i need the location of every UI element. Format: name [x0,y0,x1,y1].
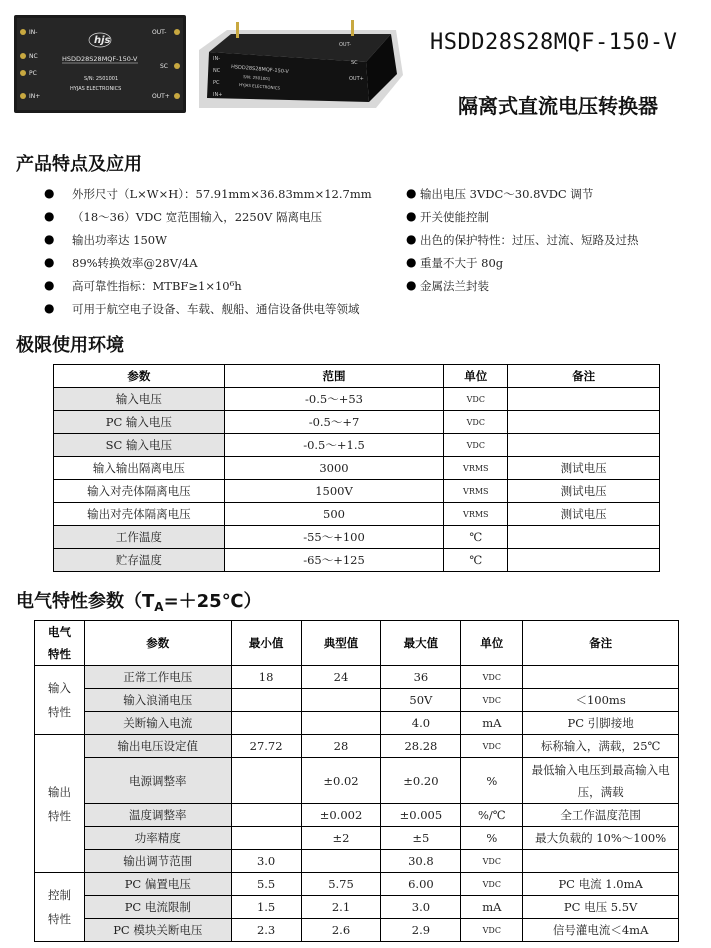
table-cell: VDC [461,735,523,758]
col-header: 单位 [461,621,523,666]
device-serial: S/N: 2501001 [84,76,119,82]
table-cell: 500 [224,503,444,526]
table-cell [301,850,381,873]
table-cell: 5.75 [301,873,381,896]
col-header: 参数 [54,365,225,388]
table-row [54,434,660,457]
table-cell: -65～+125 [224,549,444,572]
pin-label: OUT+ [152,93,170,100]
feature-item: ● 输出功率达 150W [44,232,167,247]
table-row [54,503,660,526]
table-cell: 3.0 [381,896,461,919]
table-cell [508,434,660,457]
table-cell: VDC [461,689,523,712]
table-cell: 28.28 [381,735,461,758]
table-cell: 关断输入电流 [84,712,231,735]
table-row [35,712,679,735]
table-cell: mA [461,896,523,919]
device-maker: HYJAS ELECTRONICS [70,86,122,92]
table-cell: ±0.02 [301,758,381,804]
table-cell [231,689,301,712]
table-row [54,549,660,572]
table-cell: 功率精度 [84,827,231,850]
limits-table [53,364,660,572]
table-cell [508,549,660,572]
table-cell [523,850,679,873]
table-cell: % [461,827,523,850]
table-cell [301,712,381,735]
col-header: 备注 [523,621,679,666]
table-row [35,896,679,919]
table-cell: 输出对壳体隔离电压 [54,503,225,526]
angle-device-model: HSDD28S28MQF-150-V [230,64,290,76]
features-heading: 产品特点及应用 [16,154,142,175]
feature-item: ● 高可靠性指标：MTBF≥1×10⁶h [44,278,242,293]
table-cell: 24 [301,666,381,689]
table-cell: 6.00 [381,873,461,896]
pin-label: PC [29,70,37,77]
limits-heading: 极限使用环境 [16,335,124,356]
table-cell: 1500V [224,480,444,503]
feature-item: ● （18～36）VDC 宽范围输入，2250V 隔离电压 [44,209,322,224]
angle-pin-label: IN+ [213,92,223,98]
table-cell: PC 电流限制 [84,896,231,919]
table-cell [508,526,660,549]
table-cell: 输入对壳体隔离电压 [54,480,225,503]
pin-label: IN- [29,29,38,36]
table-cell: %/℃ [461,804,523,827]
pin-label: OUT- [152,29,167,36]
table-cell: mA [461,712,523,735]
feature-item: ● 输出电压 3VDC～30.8VDC 调节 [406,186,594,201]
table-cell: VDC [461,919,523,942]
table-cell: -0.5～+1.5 [224,434,444,457]
table-cell: 全工作温度范围 [523,804,679,827]
table-cell: 2.3 [231,919,301,942]
group-label: 控制特性 [35,873,85,942]
table-cell: 测试电压 [508,480,660,503]
table-cell: PC 引脚接地 [523,712,679,735]
table-cell: 工作温度 [54,526,225,549]
table-cell: VDC [461,873,523,896]
table-cell: PC 电流 1.0mA [523,873,679,896]
table-cell: 28 [301,735,381,758]
electrical-table [34,620,679,942]
table-cell: 输入输出隔离电压 [54,457,225,480]
table-cell: 输入电压 [54,388,225,411]
group-label: 输出特性 [35,735,85,873]
table-cell: 3.0 [231,850,301,873]
table-cell: 2.9 [381,919,461,942]
table-cell: PC 模块关断电压 [84,919,231,942]
table-cell: VRMS [444,503,508,526]
table-cell: 18 [231,666,301,689]
table-cell: VDC [461,666,523,689]
table-cell: VRMS [444,457,508,480]
feature-item: ● 89%转换效率@28V/4A [44,255,198,270]
table-cell: VDC [461,850,523,873]
feature-item: ● 重量不大于 80g [406,255,504,270]
table-cell [301,689,381,712]
angle-pin-label: IN- [213,56,221,62]
table-row [54,411,660,434]
col-header: 最小值 [231,621,301,666]
table-cell: ±0.005 [381,804,461,827]
table-cell: 信号灌电流＜4mA [523,919,679,942]
pin-label: NC [29,53,38,60]
angle-device-serial: S/N: 2501001 [242,74,271,82]
table-cell [231,827,301,850]
table-cell [508,388,660,411]
col-header: 参数 [84,621,231,666]
electrical-heading: 电气特性参数$(T_A=+25℃)$ [16,591,262,614]
table-row [35,735,679,758]
table-cell: PC 输入电压 [54,411,225,434]
table-cell: 30.8 [381,850,461,873]
table-cell: 5.5 [231,873,301,896]
feature-item: ● 外形尺寸（L×W×H）：57.91mm×36.83mm×12.7mm [44,186,372,201]
table-cell [231,804,301,827]
table-cell: 正常工作电压 [84,666,231,689]
angle-pin-label: NC [213,68,221,74]
table-cell [231,712,301,735]
product-subtitle: 隔离式直流电压转换器 [458,94,658,118]
product-photo-front [14,15,186,113]
angle-pin-label: PC [213,80,220,86]
table-cell: 测试电压 [508,457,660,480]
table-row [54,480,660,503]
table-cell: 贮存温度 [54,549,225,572]
table-row [54,457,660,480]
table-cell: ℃ [444,526,508,549]
table-cell: 4.0 [381,712,461,735]
product-photo-angle [191,20,404,112]
angle-pin-label: SC [351,60,358,66]
pin-label: SC [160,63,168,70]
angle-pin-label: OUT- [339,42,351,48]
group-label: 输入特性 [35,666,85,735]
feature-item: ● 开关使能控制 [406,209,489,224]
table-cell: 输出电压设定值 [84,735,231,758]
table-row [54,388,660,411]
table-cell: 2.6 [301,919,381,942]
table-row [35,804,679,827]
table-cell: 50V [381,689,461,712]
table-row [35,919,679,942]
table-cell: 输入浪涌电压 [84,689,231,712]
device-model: HSDD28S28MQF-150-V [62,55,138,63]
table-cell: VDC [444,434,508,457]
table-cell: ±5 [381,827,461,850]
table-cell: 36 [381,666,461,689]
table-row [35,689,679,712]
table-cell: ±0.20 [381,758,461,804]
table-cell: 2.1 [301,896,381,919]
table-row [35,873,679,896]
col-header: 单位 [444,365,508,388]
table-cell: % [461,758,523,804]
pin-label: IN+ [29,93,41,100]
table-cell: ±0.002 [301,804,381,827]
table-row [35,850,679,873]
table-cell: 温度调整率 [84,804,231,827]
table-cell [523,666,679,689]
table-cell: -0.5～+53 [224,388,444,411]
table-cell: VRMS [444,480,508,503]
model-number: HSDD28S28MQF-150-V [430,30,678,55]
table-cell: 输出调节范围 [84,850,231,873]
col-header: 典型值 [301,621,381,666]
table-cell: ±2 [301,827,381,850]
table-row [54,526,660,549]
table-cell: -55～+100 [224,526,444,549]
table-cell: VDC [444,411,508,434]
table-cell: VDC [444,388,508,411]
table-cell: 测试电压 [508,503,660,526]
col-header: 电气特性 [35,621,85,666]
table-cell: 电源调整率 [84,758,231,804]
table-cell: 1.5 [231,896,301,919]
table-cell: ℃ [444,549,508,572]
col-header: 范围 [224,365,444,388]
table-cell: PC 偏置电压 [84,873,231,896]
table-cell: PC 电压 5.5V [523,896,679,919]
table-cell: -0.5～+7 [224,411,444,434]
table-cell: 标称输入，满载，25℃ [523,735,679,758]
table-cell: 最大负载的 10%～100% [523,827,679,850]
table-row [35,666,679,689]
brand-logo: hjs [94,35,111,46]
feature-item: ● 出色的保护特性：过压、过流、短路及过热 [406,232,639,247]
table-cell: 最低输入电压到最高输入电压，满载 [523,758,679,804]
table-cell [508,411,660,434]
table-cell: ＜100ms [523,689,679,712]
table-cell [231,758,301,804]
table-row [35,758,679,804]
col-header: 最大值 [381,621,461,666]
feature-item: ● 可用于航空电子设备、车载、舰船、通信设备供电等领域 [44,301,360,316]
angle-device-maker: HYJAS ELECTRONICS [238,82,281,91]
table-cell: 3000 [224,457,444,480]
table-cell: SC 输入电压 [54,434,225,457]
feature-item: ● 金属法兰封装 [406,278,489,293]
angle-pin-label: OUT+ [349,76,364,82]
table-row [35,827,679,850]
col-header: 备注 [508,365,660,388]
table-cell: 27.72 [231,735,301,758]
